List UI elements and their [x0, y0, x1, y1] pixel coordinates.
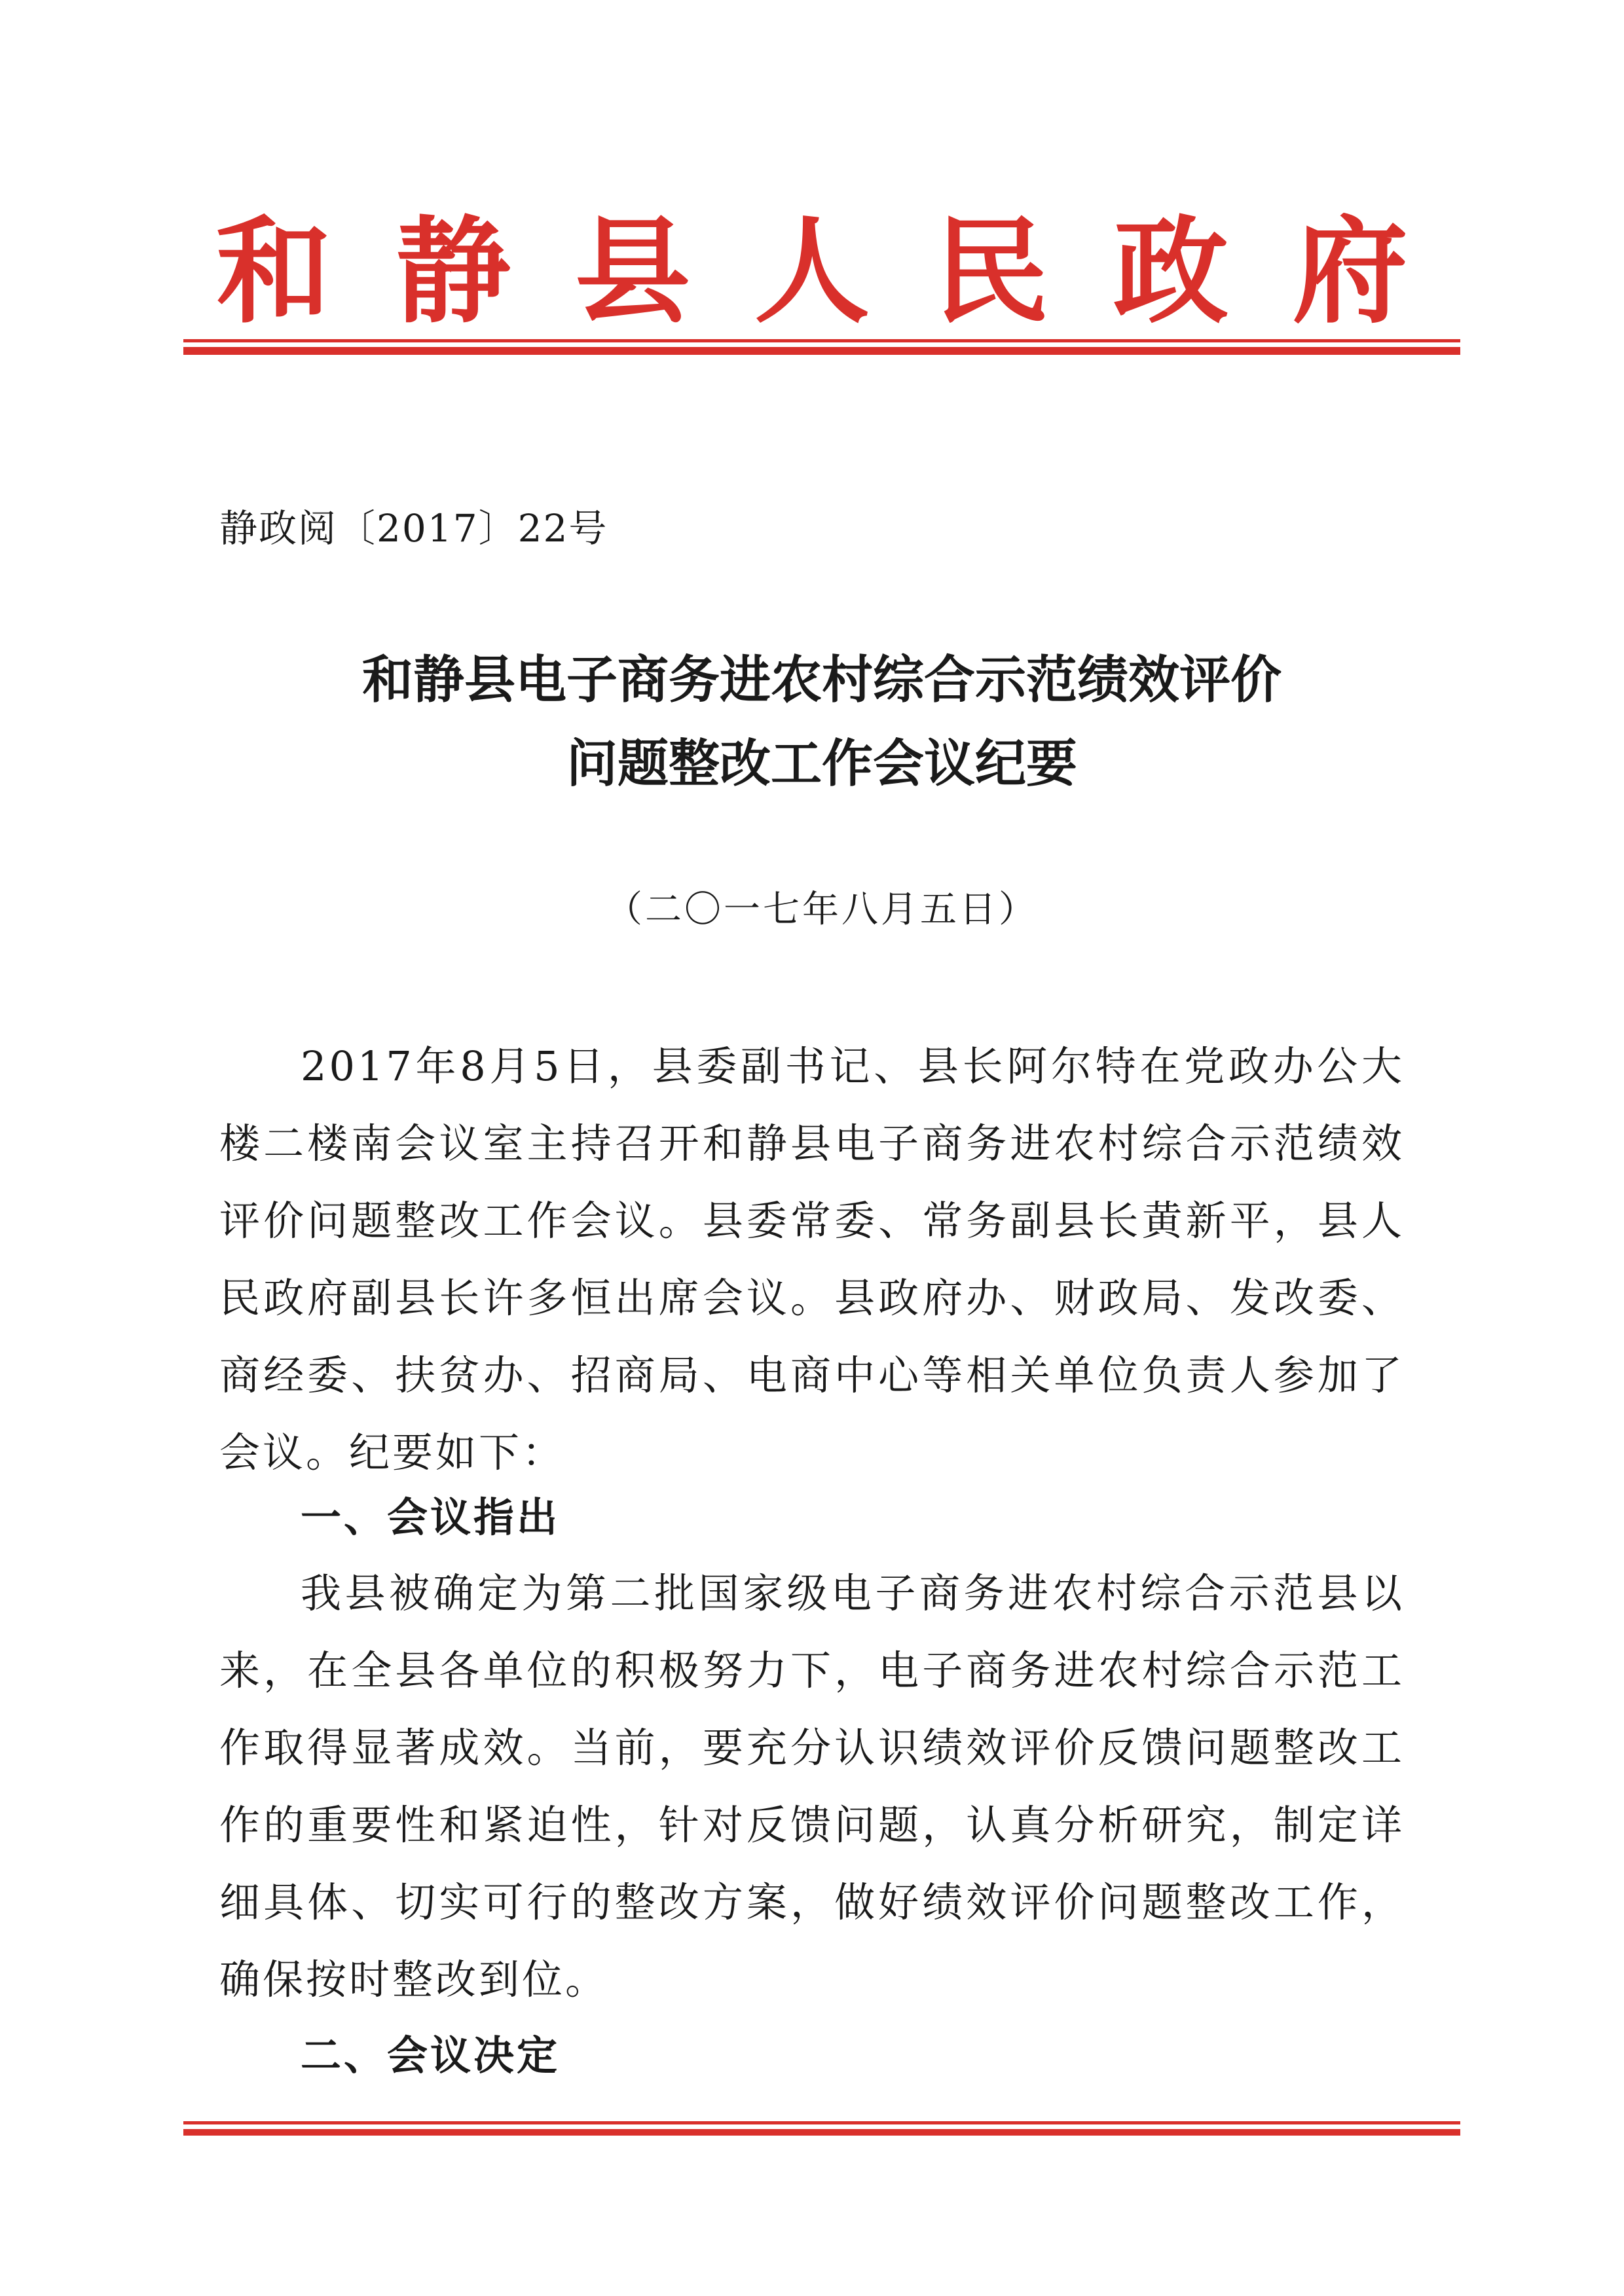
masthead-divider-thin	[183, 339, 1460, 342]
body-paragraph-1: 我县被确定为第二批国家级电子商务进农村综合示范县以来，在全县各单位的积极努力下，电子商务进农村综合示范工作取得显著成效。当前，要充分认识绩效评价反馈问题整改工作的重要性和紧迫性，针对反馈问题，认真分析研究，制定详细具体、切实可行的整改方案，做好绩效评价问题整改工作，确保按时整改到位。	[219, 1569, 1405, 2003]
section-heading-1: 一、会议指出	[301, 1493, 561, 1541]
masthead-char: 县	[574, 204, 690, 339]
document-title	[183, 638, 1460, 806]
masthead-char: 和	[216, 204, 332, 339]
masthead	[216, 196, 1408, 347]
masthead-char: 静	[395, 204, 511, 339]
masthead-char: 民	[933, 204, 1049, 339]
masthead-char: 政	[1113, 204, 1228, 339]
section-heading-2: 二、会议决定	[301, 2032, 561, 2079]
document-date: （二〇一七年八月五日）	[606, 888, 1038, 931]
footer-divider-thin	[183, 2121, 1460, 2124]
title-line-1: 和静县电子商务进农村综合示范绩效评价	[361, 650, 1282, 710]
masthead-divider-thick	[183, 347, 1460, 355]
footer-divider-thick	[183, 2129, 1460, 2136]
masthead-char: 府	[1292, 204, 1408, 339]
title-line-2: 问题整改工作会议纪要	[566, 734, 1077, 793]
body-paragraph-intro: 2017年8月5日，县委副书记、县长阿尔特在党政办公大楼二楼南会议室主持召开和静县电子商务进农村综合示范绩效评价问题整改工作会议。县委常委、常务副县长黄新平，县人民政府副县长许多恒出席会议。县政府办、财政局、发改委、商经委、扶贫办、招商局、电商中心等相关单位负责人参加了会议。纪要如下：	[219, 1042, 1405, 1476]
document-number: 静政阅〔2017〕22号	[219, 506, 608, 551]
masthead-char: 人	[754, 204, 870, 339]
